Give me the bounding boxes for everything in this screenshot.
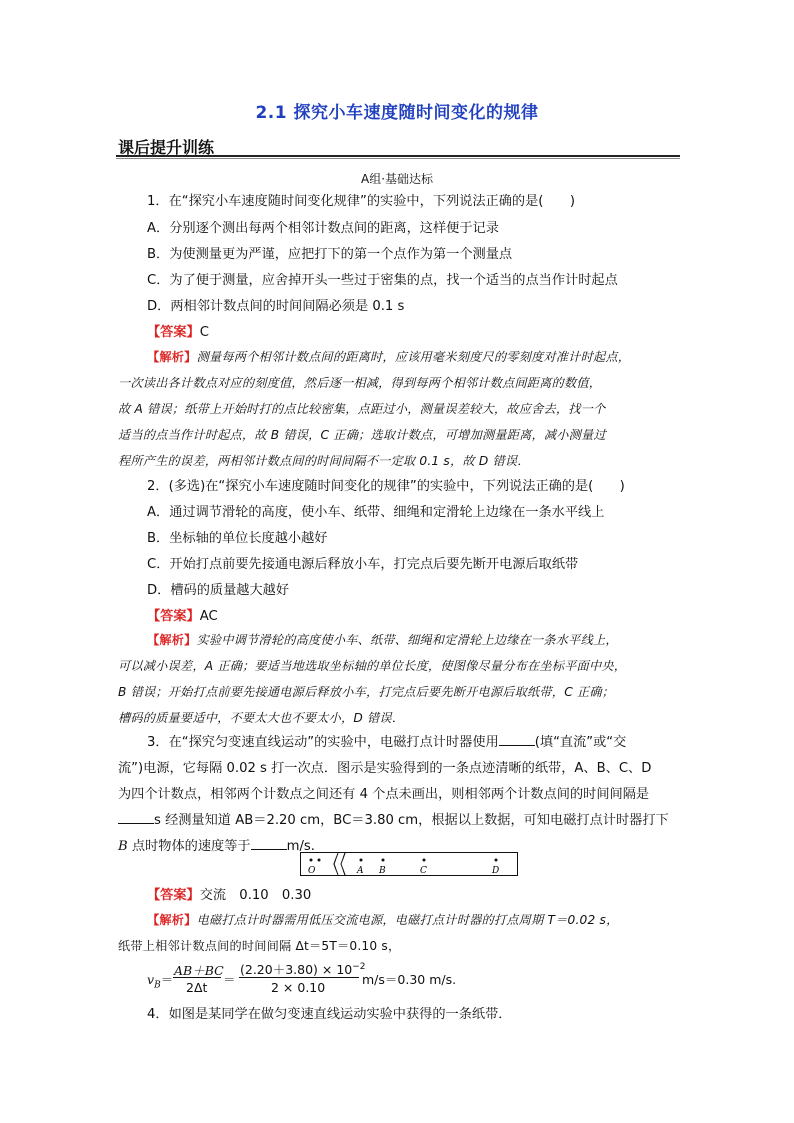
answer-label: 【答案】 [147, 888, 200, 903]
q1-option-c: C．为了便于测量，应舍掉开头一些过于密集的点，找一个适当的点当作计时起点 [147, 273, 618, 288]
tape-outline [301, 853, 518, 876]
q2-stem: 2．(多选)在“探究小车速度随时间变化的规律”的实验中，下列说法正确的是( ) [147, 479, 625, 494]
q1-analysis-2: 一次读出各计数点对应的刻度值，然后逐一相减，得到每两个相邻计数点间距离的数值， [118, 376, 602, 390]
q2-analysis-3: B 错误；开始打点前要先接通电源后释放小车，打完点后要先断开电源后取纸带，C 正确； [118, 685, 615, 699]
formula-lhs [147, 970, 173, 991]
heading-rule-thin [116, 158, 680, 159]
q2-analysis-1 [147, 631, 618, 648]
q3-stem-2: 流”)电源，它每隔 0.02 s 打一次点．图示是实验得到的一条点迹清晰的纸带，A、B、C、D [118, 761, 652, 776]
equals-sign: ＝ [160, 972, 174, 987]
frac2-numerator [240, 960, 366, 978]
q3-analysis-1 [147, 911, 618, 928]
q2-analysis-4: 槽码的质量要适中，不要太大也不要太小，D 错误． [118, 711, 405, 725]
q3-stem-5-point: B [118, 839, 128, 854]
analysis-label: 【解析】 [147, 633, 197, 647]
q1-option-b: B．为使测量更为严谨，应把打下的第一个点作为第一个测量点 [147, 247, 513, 262]
paper-tape-figure [300, 852, 518, 876]
answer-label: 【答案】 [147, 609, 200, 624]
answer-blank-2 [118, 811, 154, 824]
q3-stem-3: 为四个计数点，相邻两个计数点之间还有 4 个点未画出，则相邻两个计数点间的时间间隔是 [118, 787, 650, 802]
heading-rule [116, 155, 680, 157]
section-heading: 课后提升训练 [118, 138, 215, 157]
tape-label-b: B [379, 866, 386, 876]
frac2-exponent: −2 [352, 961, 366, 972]
q1-stem: 1．在“探究小车速度随时间变化规律”的实验中，下列说法正确的是( ) [147, 194, 575, 209]
tape-label-o: O [308, 866, 316, 876]
q3-stem-5-unit: m/s. [286, 839, 315, 854]
answer-blank-1 [499, 733, 535, 746]
frac2-numerator-text: (2.20＋3.80) × 10 [240, 962, 353, 977]
q2-option-b: B．坐标轴的单位长度越小越好 [147, 531, 328, 546]
q3-analysis-2: 纸带上相邻计数点间的时间间隔 Δt＝5T＝0.10 s， [118, 939, 401, 953]
q4-stem: 4．如图是某同学在做匀变速直线运动实验中获得的一条纸带． [147, 1007, 512, 1022]
tape-label-c: C [420, 866, 427, 876]
q2-option-a: A．通过调节滑轮的高度，使小车、纸带、细绳和定滑轮上边缘在一条水平线上 [147, 505, 605, 520]
q2-option-d: D．槽码的质量越大越好 [147, 583, 290, 598]
q2-analysis-2: 可以减小误差，A 正确；要适当地选取坐标轴的单位长度，使图像尽量分布在坐标平面中央， [118, 659, 627, 673]
q3-analysis-text-1: 电磁打点计时器需用低压交流电源，电磁打点计时器的打点周期 T＝0.02 s， [196, 913, 619, 927]
analysis-label: 【解析】 [147, 350, 197, 364]
tape-dot-b [382, 859, 385, 862]
q2-answer [147, 605, 218, 624]
q1-analysis-text-1: 测量每两个相邻计数点间的距离时，应该用毫米刻度尺的零刻度对准计时起点， [196, 350, 631, 364]
formula-result: m/s＝0.30 m/s. [362, 972, 457, 987]
q1-analysis-3: 故 A 错误；纸带上开始时打的点比较密集，点距过小，测量误差较大，故应舍去，找一个 [118, 402, 606, 416]
frac1-numerator-text: AB＋BC [174, 963, 224, 978]
frac2-denominator: 2 × 0.10 [271, 980, 326, 995]
velocity-symbol: v [147, 972, 155, 987]
frac1-bar [173, 977, 221, 978]
page-title: 2.1 探究小车速度随时间变化的规律 [255, 103, 539, 123]
q3-answer-value: 交流 0.10 0.30 [199, 888, 312, 903]
q2-option-c: C．开始打点前要先接通电源后释放小车，打完点后要先断开电源后取纸带 [147, 557, 579, 572]
q3-stem-1a: 3．在“探究匀变速直线运动”的实验中，电磁打点计时器使用 [147, 735, 499, 750]
equals-sign-2: ＝ [223, 972, 236, 987]
q1-answer [147, 321, 209, 340]
tape-dot-o [310, 859, 313, 862]
q1-analysis-1 [147, 348, 630, 365]
analysis-label: 【解析】 [147, 913, 197, 927]
q3-stem-5-text: 点时物体的速度等于 [127, 839, 251, 854]
q2-answer-value: AC [199, 609, 218, 624]
q1-option-a: A．分别逐个测出每两个相邻计数点间的距离，这样便于记录 [147, 221, 499, 236]
q1-answer-value: C [199, 325, 209, 340]
answer-label: 【答案】 [147, 325, 200, 340]
frac2-bar [239, 977, 359, 978]
tape-dot-o2 [318, 859, 321, 862]
tape-dot-c [423, 859, 426, 862]
q3-stem-1b: (填“直流”或“交 [534, 735, 627, 750]
q3-stem-4-text: s 经测量知道 AB＝2.20 cm，BC＝3.80 cm，根据以上数据，可知电磁打点计时器打下 [154, 813, 669, 828]
q2-analysis-text-1: 实验中调节滑轮的高度使小车、纸带、细绳和定滑轮上边缘在一条水平线上， [196, 633, 618, 647]
q1-analysis-4: 适当的点当作计时起点，故 B 错误，C 正确；选取计数点，可增加测量距离，减小测量过 [118, 428, 606, 442]
tape-dot-d [495, 859, 498, 862]
tape-label-d: D [492, 866, 500, 876]
q3-stem-1 [147, 731, 626, 750]
tape-label-a: A [357, 866, 364, 876]
velocity-subscript: B [154, 980, 161, 991]
group-heading: A组·基础达标 [360, 172, 434, 186]
answer-blank-3 [251, 837, 287, 850]
q3-stem-5 [118, 835, 315, 854]
q3-stem-4 [118, 809, 669, 828]
q1-option-d: D．两相邻计数点间的时间间隔必须是 0.1 s [147, 299, 405, 314]
q1-analysis-5: 程所产生的误差，两相邻计数点间的时间间隔不一定取 0.1 s，故 D 错误． [118, 454, 530, 468]
q3-answer [147, 884, 311, 903]
frac1-denominator: 2Δt [186, 980, 208, 995]
tape-dot-a [360, 859, 363, 862]
